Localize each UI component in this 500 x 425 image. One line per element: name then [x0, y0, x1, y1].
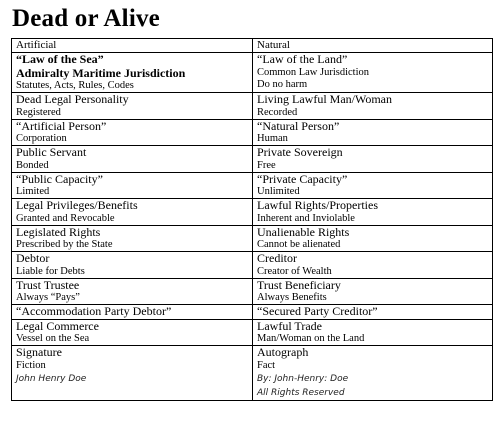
artificial-cell — [12, 319, 253, 346]
artificial-cell — [12, 93, 253, 120]
cell-heading: Dead Legal Personality — [16, 92, 129, 106]
cell-detail: Bonded — [16, 159, 49, 171]
artificial-cell — [12, 146, 253, 173]
cell-detail: Vessel on the Sea — [16, 333, 90, 344]
table-row — [12, 319, 493, 346]
cell-detail: Registered — [16, 106, 61, 118]
artificial-cell — [12, 278, 253, 305]
cell-detail: Cannot be alienated — [257, 239, 341, 250]
cell-detail: Fiction — [16, 359, 46, 371]
artificial-cell — [12, 252, 253, 279]
natural-cell — [253, 119, 493, 146]
handwritten-name: John Henry Doe — [16, 373, 87, 384]
cell-heading: “Secured Party Creditor” — [257, 304, 378, 318]
cell-heading: Creditor — [257, 251, 297, 265]
comparison-table — [11, 38, 493, 401]
cell-heading: “Public Capacity” — [16, 172, 103, 186]
cell-heading: Legal Privileges/Benefits — [16, 198, 138, 212]
table-row — [12, 53, 493, 93]
cell-detail: Granted and Revocable — [16, 212, 115, 224]
natural-cell — [253, 53, 493, 93]
table-row — [12, 199, 493, 226]
cell-heading: “Law of the Sea” — [16, 52, 104, 66]
cell-heading: Legislated Rights — [16, 225, 101, 239]
cell-heading: Signature — [16, 345, 62, 359]
cell-heading: Private Sovereign — [257, 145, 343, 159]
natural-cell — [253, 93, 493, 120]
cell-detail: Liable for Debts — [16, 265, 85, 277]
artificial-cell — [12, 199, 253, 226]
table-row — [12, 225, 493, 252]
table-row — [12, 172, 493, 199]
cell-heading: “Natural Person” — [257, 119, 340, 133]
natural-cell — [253, 252, 493, 279]
natural-cell — [253, 278, 493, 305]
table-row — [12, 252, 493, 279]
cell-heading: Public Servant — [16, 145, 87, 159]
cell-detail: Prescribed by the State — [16, 239, 113, 250]
natural-cell — [253, 346, 493, 401]
cell-detail: Free — [257, 159, 276, 171]
cell-detail: Creator of Wealth — [257, 265, 332, 277]
cell-detail: Statutes, Acts, Rules, Codes — [16, 80, 134, 91]
cell-detail: Always “Pays” — [16, 292, 80, 303]
cell-detail: Man/Woman on the Land — [257, 333, 365, 344]
cell-heading: Lawful Trade — [257, 319, 322, 333]
artificial-cell — [12, 346, 253, 401]
cell-detail: Recorded — [257, 106, 298, 118]
cell-detail: Do no harm — [257, 78, 308, 90]
natural-cell — [253, 305, 493, 320]
artificial-cell — [12, 172, 253, 199]
cell-heading: Autograph — [257, 345, 309, 359]
natural-cell — [253, 225, 493, 252]
header-natural: Natural — [253, 39, 493, 53]
table-row — [12, 146, 493, 173]
cell-detail: Limited — [16, 186, 50, 197]
natural-cell — [253, 172, 493, 199]
table-row — [12, 278, 493, 305]
cell-detail: Fact — [257, 359, 276, 371]
cell-detail: Unlimited — [257, 186, 300, 197]
cell-heading: Admiralty Maritime Jurisdiction — [16, 65, 186, 80]
handwritten-reservation: All Rights Reserved — [257, 387, 345, 398]
natural-cell — [253, 199, 493, 226]
natural-cell — [253, 146, 493, 173]
cell-detail: Corporation — [16, 133, 67, 144]
cell-heading: Debtor — [16, 251, 50, 265]
cell-detail: Human — [257, 133, 288, 144]
table-row — [12, 346, 493, 401]
cell-heading: Legal Commerce — [16, 319, 99, 333]
cell-detail: Common Law Jurisdiction — [257, 66, 369, 78]
cell-heading: Unalienable Rights — [257, 225, 350, 239]
handwritten-autograph: By: John-Henry: Doe — [257, 373, 349, 384]
table-header-row — [12, 39, 493, 53]
cell-heading: Trust Trustee — [16, 278, 80, 292]
cell-heading: “Accommodation Party Debtor” — [16, 304, 172, 318]
cell-heading: Lawful Rights/Properties — [257, 198, 378, 212]
artificial-cell — [12, 305, 253, 320]
cell-heading: Trust Beneficiary — [257, 278, 341, 292]
artificial-cell — [12, 225, 253, 252]
artificial-cell — [12, 53, 253, 93]
cell-heading: “Private Capacity” — [257, 172, 348, 186]
table-row — [12, 93, 493, 120]
cell-detail: Always Benefits — [257, 292, 327, 303]
cell-heading: “Law of the Land” — [257, 52, 348, 66]
document-title: Dead or Alive — [12, 5, 160, 32]
table-row — [12, 305, 493, 320]
header-artificial: Artificial — [12, 39, 253, 53]
cell-heading: Living Lawful Man/Woman — [257, 92, 393, 106]
cell-detail: Inherent and Inviolable — [257, 212, 355, 224]
cell-heading: “Artificial Person” — [16, 119, 107, 133]
natural-cell — [253, 319, 493, 346]
artificial-cell — [12, 119, 253, 146]
table-row — [12, 119, 493, 146]
